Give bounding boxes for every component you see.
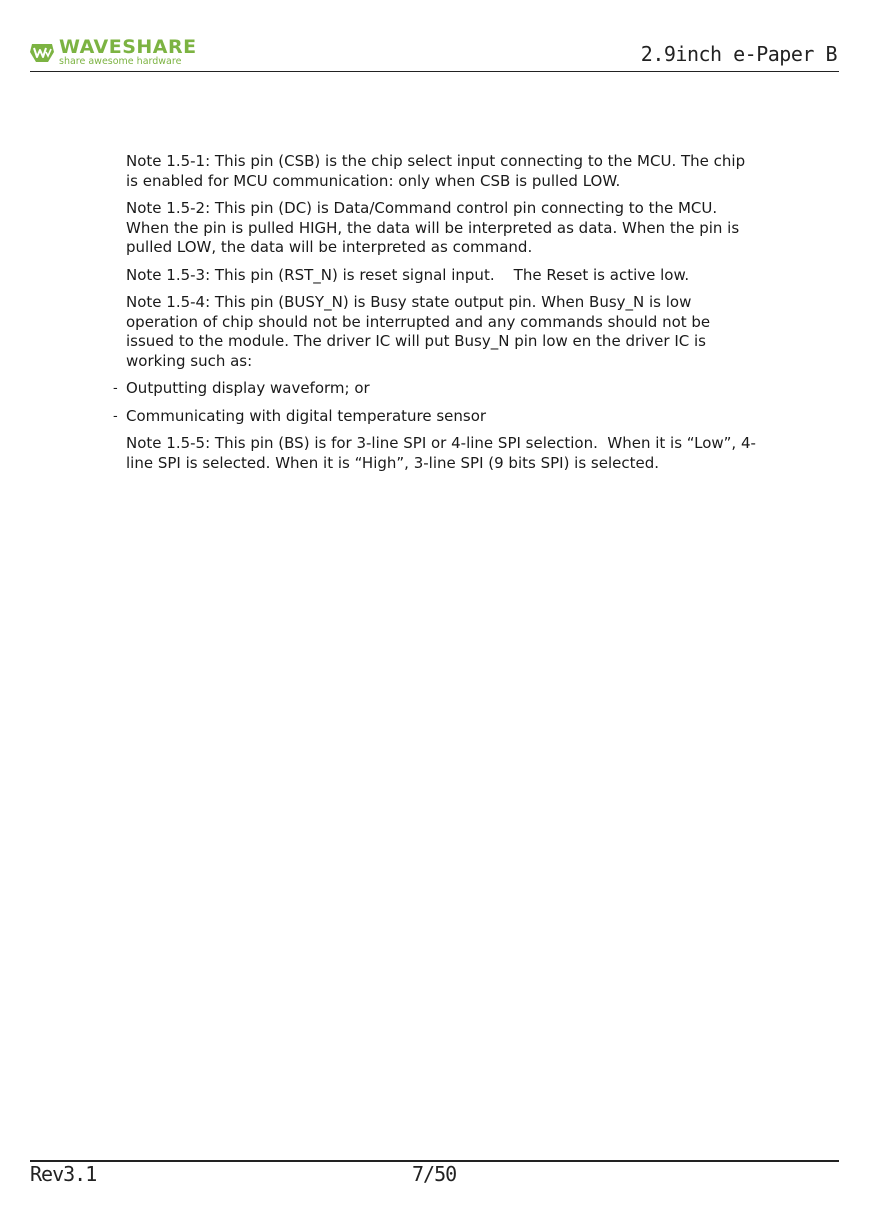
note-csb: Note 1.5-1: This pin (CSB) is the chip select input connecting to the MCU. The chip is enabled for MCU communication: only when CSB is pulled LOW. xyxy=(126,152,746,190)
list-item xyxy=(113,379,756,399)
bullet-text: Outputting display waveform; or xyxy=(126,379,370,397)
list-item xyxy=(113,406,756,427)
waveshare-logo xyxy=(28,36,198,70)
footer-page-number: 7/50 xyxy=(412,1162,457,1186)
bullet-marker: - xyxy=(113,381,118,396)
bullet-text: Communicating with digital temperature sensor xyxy=(126,406,487,425)
note-dc: Note 1.5-2: This pin (DC) is Data/Command control pin connecting to the MCU. When the pin is pulled HIGH, the data will be interpreted as data. When the pin is pulled LOW, the data will be interpreted as command. xyxy=(126,199,740,256)
document-title: 2.9inch e-Paper B xyxy=(640,42,837,66)
pin-notes-section xyxy=(113,152,756,481)
note-busy: Note 1.5-4: This pin (BUSY_N) is Busy state output pin. When Busy_N is low operation of chip should not be interrupted and any commands should not be issued to the module. The driver IC will put Busy_N pin low en the driver IC is working such as: xyxy=(126,293,711,370)
note-rst: Note 1.5-3: This pin (RST_N) is reset signal input. The Reset is active low. xyxy=(126,265,690,284)
header-divider xyxy=(30,71,839,72)
logo-tagline: share awesome hardware xyxy=(59,56,182,67)
bullet-marker: - xyxy=(113,408,118,424)
footer-revision: Rev3.1 xyxy=(30,1162,97,1186)
logo-wordmark: WAVESHARE xyxy=(59,36,197,58)
note-bs: Note 1.5-5: This pin (BS) is for 3-line SPI or 4-line SPI selection. When it is “Low”, 4-line SPI is selected. When it is “High”, 3-line SPI (9 bits SPI) is selected. xyxy=(126,434,756,472)
waveshare-logo-icon xyxy=(28,38,56,66)
